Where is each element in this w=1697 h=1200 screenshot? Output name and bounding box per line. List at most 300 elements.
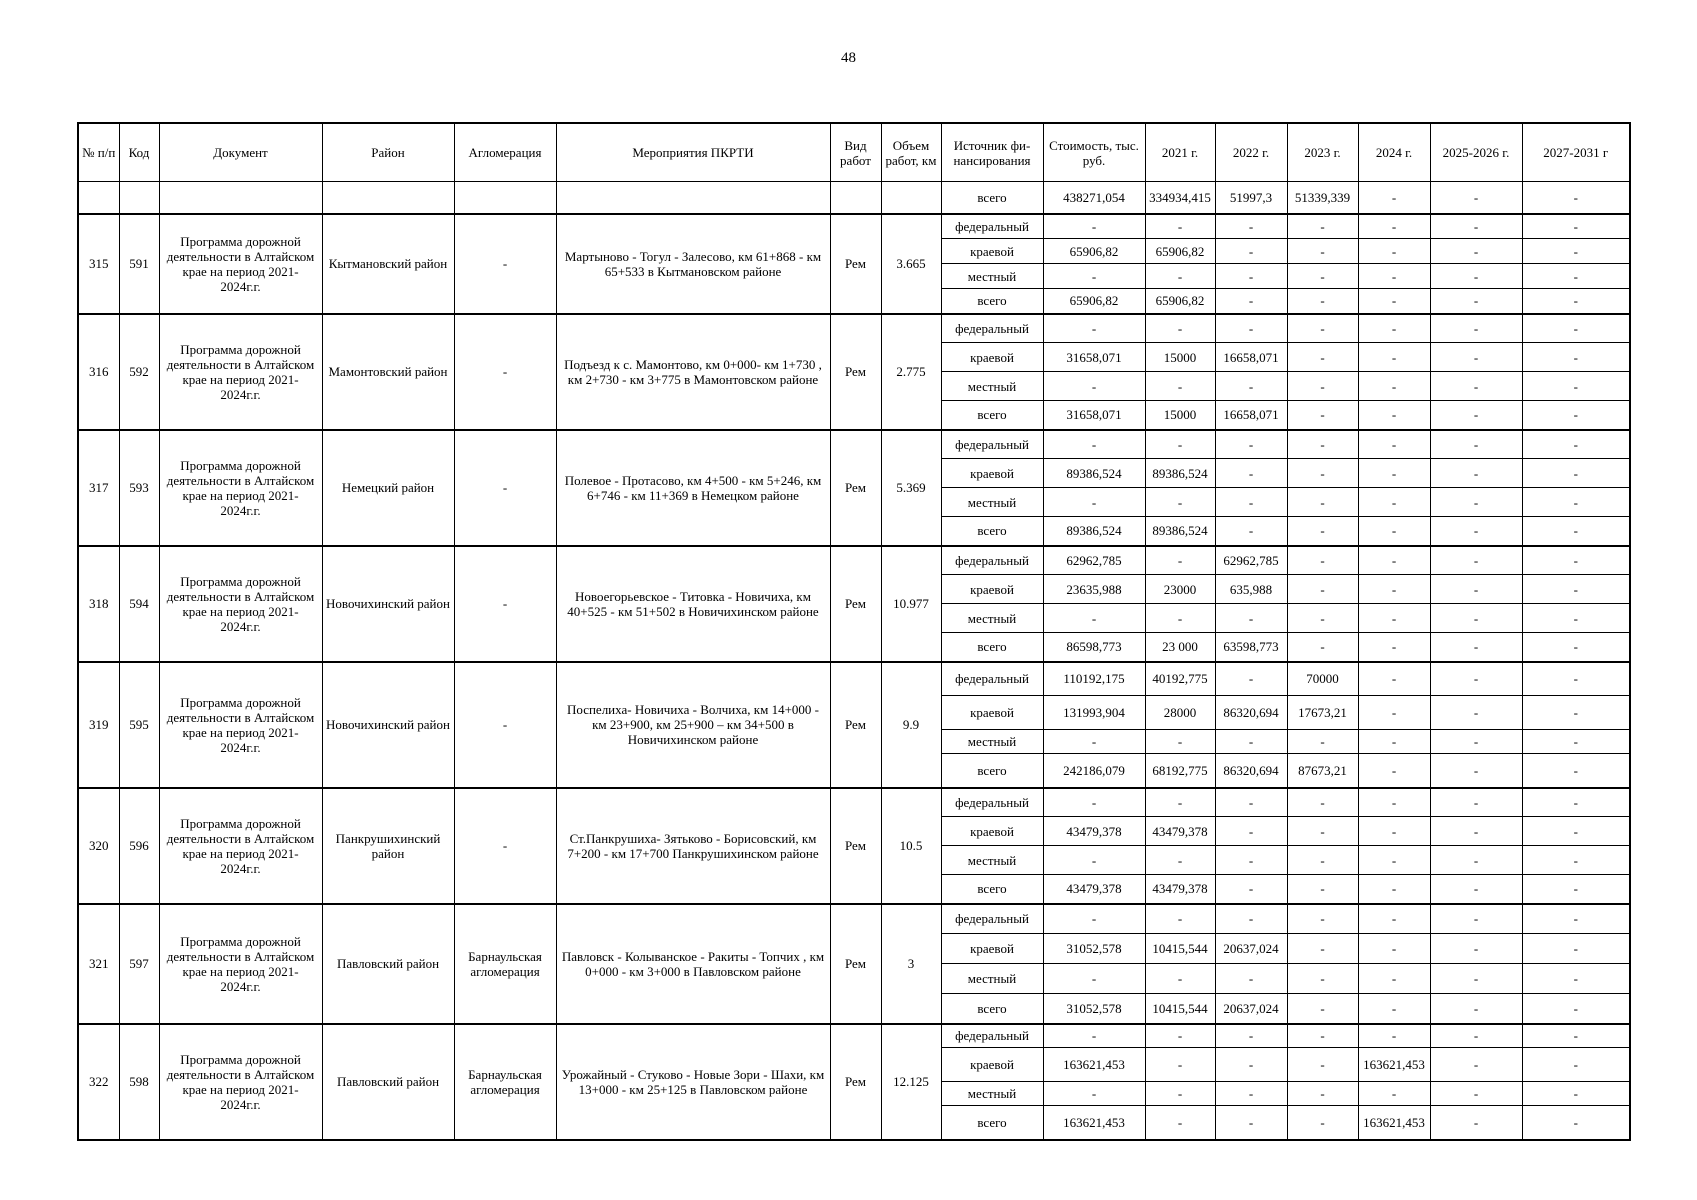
amount-cell: - [1215,239,1287,264]
work-type: Рем [830,904,881,1024]
amount-cell: - [1287,575,1358,604]
amount-cell: - [1358,730,1430,754]
amount-cell: - [1430,1106,1522,1140]
amount-cell: - [1043,604,1145,633]
amount-cell: - [1522,264,1630,289]
amount-cell: - [1522,182,1630,214]
road-event: Новоегорьевское - Титовка - Новичиха, км 40+525 - км 51+502 в Новичихинском районе [556,546,830,662]
work-type: Рем [830,314,881,430]
amount-cell: - [1215,264,1287,289]
amount-cell: - [1522,575,1630,604]
amount-cell: - [1287,964,1358,994]
amount-cell: - [1145,904,1215,934]
table-row [78,1024,1630,1048]
code: 593 [119,430,159,546]
amount-cell: - [1358,934,1430,964]
amount-cell: - [1145,730,1215,754]
funding-source: краевой [941,239,1043,264]
amount-cell: - [1522,343,1630,372]
table-row [78,546,1630,575]
amount-cell: - [1430,343,1522,372]
funding-source: федеральный [941,788,1043,817]
code: 596 [119,788,159,904]
amount-cell: - [1430,994,1522,1024]
funding-source: местный [941,604,1043,633]
district: Мамонтовский район [322,314,454,430]
amount-cell: 131993,904 [1043,696,1145,730]
amount-cell: - [1215,314,1287,343]
amount-cell: - [1287,430,1358,459]
column-header: Стоимость, тыс. руб. [1043,123,1145,182]
funding-source: всего [941,289,1043,314]
code: 598 [119,1024,159,1140]
amount-cell: 89386,524 [1145,459,1215,488]
amount-cell: - [1522,754,1630,788]
funding-source: всего [941,1106,1043,1140]
amount-cell: - [1215,430,1287,459]
work-type: Рем [830,546,881,662]
amount-cell: - [1430,754,1522,788]
amount-cell: 23000 [1145,575,1215,604]
funding-source: всего [941,633,1043,662]
funding-source: краевой [941,817,1043,846]
amount-cell: - [1287,459,1358,488]
amount-cell: - [1430,846,1522,875]
amount-cell: - [1430,696,1522,730]
column-header: Вид работ [830,123,881,182]
amount-cell: - [1430,1024,1522,1048]
amount-cell: - [1358,1024,1430,1048]
amount-cell: - [1215,846,1287,875]
funding-source: федеральный [941,430,1043,459]
amount-cell: - [1358,488,1430,517]
code: 597 [119,904,159,1024]
amount-cell: 65906,82 [1043,239,1145,264]
district: Новочихинский район [322,546,454,662]
funding-source: краевой [941,343,1043,372]
amount-cell: 15000 [1145,401,1215,430]
road-event: Подъезд к с. Мамонтово, км 0+000- км 1+730 , км 2+730 - км 3+775 в Мамонтовском районе [556,314,830,430]
amount-cell: - [1522,964,1630,994]
column-header: 2022 г. [1215,123,1287,182]
empty-cell [159,182,322,214]
amount-cell: - [1287,488,1358,517]
amount-cell: 86320,694 [1215,696,1287,730]
row-number: 318 [78,546,119,662]
amount-cell: 31658,071 [1043,343,1145,372]
amount-cell: - [1145,430,1215,459]
amount-cell: - [1215,1048,1287,1082]
empty-cell [881,182,941,214]
amount-cell: - [1287,934,1358,964]
amount-cell: 242186,079 [1043,754,1145,788]
agglomeration: - [454,788,556,904]
amount-cell: - [1522,633,1630,662]
funding-source: федеральный [941,214,1043,239]
amount-cell: - [1522,1024,1630,1048]
header-row [78,123,1630,182]
district: Кытмановский район [322,214,454,314]
amount-cell: - [1287,788,1358,817]
row-number: 320 [78,788,119,904]
work-volume: 10.977 [881,546,941,662]
code: 595 [119,662,159,788]
agglomeration: - [454,546,556,662]
work-volume: 12.125 [881,1024,941,1140]
amount-cell: - [1358,633,1430,662]
amount-cell: - [1430,214,1522,239]
amount-cell: - [1358,964,1430,994]
amount-cell: - [1522,214,1630,239]
amount-cell: - [1145,546,1215,575]
amount-cell: 87673,21 [1287,754,1358,788]
amount-cell: - [1358,575,1430,604]
row-number: 315 [78,214,119,314]
funding-source: всего [941,994,1043,1024]
amount-cell: - [1145,372,1215,401]
work-type: Рем [830,1024,881,1140]
amount-cell: - [1358,264,1430,289]
column-header: Источник фи-нансирования [941,123,1043,182]
amount-cell: - [1522,430,1630,459]
amount-cell: - [1145,1024,1215,1048]
row-number: 321 [78,904,119,1024]
work-volume: 3.665 [881,214,941,314]
amount-cell: - [1522,517,1630,546]
amount-cell: - [1287,1106,1358,1140]
amount-cell: - [1287,1082,1358,1106]
amount-cell: - [1358,401,1430,430]
column-header: Документ [159,123,322,182]
amount-cell: - [1215,904,1287,934]
amount-cell: 86598,773 [1043,633,1145,662]
table-row [78,662,1630,696]
column-header: Район [322,123,454,182]
amount-cell: - [1287,817,1358,846]
amount-cell: - [1430,314,1522,343]
amount-cell: - [1358,182,1430,214]
amount-cell: - [1287,214,1358,239]
amount-cell: 89386,524 [1043,517,1145,546]
amount-cell: 163621,453 [1043,1106,1145,1140]
funding-source: краевой [941,1048,1043,1082]
amount-cell: - [1215,730,1287,754]
amount-cell: - [1215,289,1287,314]
agglomeration: - [454,214,556,314]
funding-source: всего [941,401,1043,430]
amount-cell: - [1522,401,1630,430]
amount-cell: 635,988 [1215,575,1287,604]
amount-cell: - [1287,1024,1358,1048]
page-number: 48 [841,50,856,66]
amount-cell: - [1043,430,1145,459]
column-header: № п/п [78,123,119,182]
document: Программа дорожной деятельности в Алтайском крае на период 2021-2024г.г. [159,314,322,430]
funding-source: местный [941,1082,1043,1106]
table-row [78,214,1630,239]
amount-cell: 43479,378 [1145,817,1215,846]
amount-cell: - [1145,846,1215,875]
work-type: Рем [830,788,881,904]
amount-cell: 89386,524 [1145,517,1215,546]
road-event: Павловск - Колыванское - Ракиты - Топчих , км 0+000 - км 3+000 в Павловском районе [556,904,830,1024]
document: Программа дорожной деятельности в Алтайском крае на период 2021-2024г.г. [159,430,322,546]
amount-cell: - [1043,264,1145,289]
empty-cell [78,182,119,214]
amount-cell: - [1215,1106,1287,1140]
funding-source: краевой [941,934,1043,964]
amount-cell: 110192,175 [1043,662,1145,696]
amount-cell: - [1358,904,1430,934]
amount-cell: - [1522,372,1630,401]
funding-source: федеральный [941,1024,1043,1048]
amount-cell: 163621,453 [1043,1048,1145,1082]
amount-cell: - [1145,1106,1215,1140]
amount-cell: 62962,785 [1043,546,1145,575]
amount-cell: - [1287,1048,1358,1082]
amount-cell: - [1215,214,1287,239]
work-type: Рем [830,662,881,788]
amount-cell: 28000 [1145,696,1215,730]
amount-cell: - [1287,904,1358,934]
district: Немецкий район [322,430,454,546]
road-event: Полевое - Протасово, км 4+500 - км 5+246, км 6+746 - км 11+369 в Немецком районе [556,430,830,546]
amount-cell: - [1430,875,1522,904]
document: Программа дорожной деятельности в Алтайском крае на период 2021-2024г.г. [159,662,322,788]
agglomeration: - [454,430,556,546]
amount-cell: - [1358,430,1430,459]
amount-cell: - [1430,239,1522,264]
amount-cell: - [1287,289,1358,314]
amount-cell: - [1430,430,1522,459]
amount-cell: - [1358,459,1430,488]
amount-cell: - [1430,517,1522,546]
amount-cell: - [1287,401,1358,430]
amount-cell: - [1145,214,1215,239]
amount-cell: - [1043,730,1145,754]
funding-source: федеральный [941,904,1043,934]
amount-cell: - [1522,934,1630,964]
amount-cell: - [1358,846,1430,875]
amount-cell: - [1430,633,1522,662]
table-row [78,904,1630,934]
funding-source: местный [941,730,1043,754]
amount-cell: - [1043,1082,1145,1106]
amount-cell: - [1287,239,1358,264]
code: 592 [119,314,159,430]
column-header: 2024 г. [1358,123,1430,182]
amount-cell: - [1522,488,1630,517]
amount-cell: - [1358,517,1430,546]
funding-source: краевой [941,459,1043,488]
amount-cell: - [1522,662,1630,696]
amount-cell: - [1215,459,1287,488]
road-event: Поспелиха- Новичиха - Волчиха, км 14+000 - км 23+900, км 25+900 – км 34+500 в Новичихинском районе [556,662,830,788]
agglomeration: - [454,314,556,430]
amount-cell: - [1215,517,1287,546]
amount-cell: - [1358,214,1430,239]
empty-cell [322,182,454,214]
amount-cell: - [1522,994,1630,1024]
amount-cell: - [1430,401,1522,430]
amount-cell: - [1522,289,1630,314]
column-header: 2025-2026 г. [1430,123,1522,182]
amount-cell: - [1430,817,1522,846]
amount-cell: - [1430,788,1522,817]
amount-cell: - [1215,1082,1287,1106]
amount-cell: - [1358,696,1430,730]
document: Программа дорожной деятельности в Алтайском крае на период 2021-2024г.г. [159,904,322,1024]
district: Павловский район [322,904,454,1024]
amount-cell: 23635,988 [1043,575,1145,604]
amount-cell: - [1522,314,1630,343]
amount-cell: - [1522,904,1630,934]
amount-cell: - [1215,788,1287,817]
amount-cell: 62962,785 [1215,546,1287,575]
amount-cell: 89386,524 [1043,459,1145,488]
amount-cell: 334934,415 [1145,182,1215,214]
amount-cell: - [1522,696,1630,730]
amount-cell: - [1358,1082,1430,1106]
agglomeration: Барнаульская агломерация [454,1024,556,1140]
funding-source: местный [941,372,1043,401]
amount-cell: 51997,3 [1215,182,1287,214]
amount-cell: 438271,054 [1043,182,1145,214]
amount-cell: 68192,775 [1145,754,1215,788]
district: Новочихинский район [322,662,454,788]
amount-cell: - [1522,730,1630,754]
amount-cell: 31658,071 [1043,401,1145,430]
amount-cell: - [1043,788,1145,817]
funding-source: краевой [941,575,1043,604]
document: Программа дорожной деятельности в Алтайском крае на период 2021-2024г.г. [159,1024,322,1140]
amount-cell: - [1358,604,1430,633]
amount-cell: - [1043,488,1145,517]
amount-cell: - [1287,314,1358,343]
work-volume: 3 [881,904,941,1024]
amount-cell: - [1145,314,1215,343]
amount-cell: 65906,82 [1145,289,1215,314]
amount-cell: - [1215,817,1287,846]
amount-cell: - [1145,788,1215,817]
amount-cell: - [1358,662,1430,696]
amount-cell: - [1358,314,1430,343]
amount-cell: - [1287,372,1358,401]
amount-cell: - [1430,730,1522,754]
column-header: Код [119,123,159,182]
row-number: 319 [78,662,119,788]
work-volume: 2.775 [881,314,941,430]
amount-cell: - [1145,488,1215,517]
row-number: 317 [78,430,119,546]
document: Программа дорожной деятельности в Алтайском крае на период 2021-2024г.г. [159,214,322,314]
district: Павловский район [322,1024,454,1140]
amount-cell: - [1358,546,1430,575]
funding-source: местный [941,488,1043,517]
amount-cell: 17673,21 [1287,696,1358,730]
amount-cell: 43479,378 [1145,875,1215,904]
amount-cell: - [1430,459,1522,488]
amount-cell: - [1430,1048,1522,1082]
amount-cell: 63598,773 [1215,633,1287,662]
amount-cell: - [1287,633,1358,662]
road-works-table [77,122,1631,1141]
amount-cell: 23 000 [1145,633,1215,662]
amount-cell: 70000 [1287,662,1358,696]
amount-cell: - [1043,964,1145,994]
column-header: 2021 г. [1145,123,1215,182]
amount-cell: 43479,378 [1043,817,1145,846]
amount-cell: - [1215,604,1287,633]
amount-cell: 16658,071 [1215,401,1287,430]
amount-cell: 163621,453 [1358,1048,1430,1082]
amount-cell: - [1430,964,1522,994]
amount-cell: - [1430,662,1522,696]
amount-cell: - [1043,846,1145,875]
amount-cell: - [1145,1048,1215,1082]
amount-cell: - [1522,546,1630,575]
funding-source: федеральный [941,546,1043,575]
amount-cell: - [1145,964,1215,994]
road-event: Ст.Панкрушиха- Зятьково - Борисовский, км 7+200 - км 17+700 Панкрушихинском районе [556,788,830,904]
amount-cell: - [1430,182,1522,214]
amount-cell: 10415,544 [1145,934,1215,964]
funding-source: всего [941,875,1043,904]
amount-cell: - [1043,1024,1145,1048]
amount-cell: 31052,578 [1043,994,1145,1024]
amount-cell: - [1287,604,1358,633]
funding-source: федеральный [941,662,1043,696]
funding-source: краевой [941,696,1043,730]
amount-cell: - [1287,546,1358,575]
amount-cell: - [1522,817,1630,846]
row-number: 322 [78,1024,119,1140]
amount-cell: - [1430,604,1522,633]
amount-cell: - [1522,239,1630,264]
amount-cell: - [1358,875,1430,904]
amount-cell: 163621,453 [1358,1106,1430,1140]
amount-cell: 20637,024 [1215,934,1287,964]
amount-cell: 16658,071 [1215,343,1287,372]
empty-cell [556,182,830,214]
empty-cell [119,182,159,214]
amount-cell: - [1287,875,1358,904]
amount-cell: - [1287,846,1358,875]
amount-cell: - [1522,846,1630,875]
amount-cell: - [1358,239,1430,264]
empty-cell [454,182,556,214]
funding-source: всего [941,517,1043,546]
district: Панкрушихинский район [322,788,454,904]
amount-cell: - [1043,214,1145,239]
code: 594 [119,546,159,662]
amount-cell: - [1358,372,1430,401]
amount-cell: - [1358,754,1430,788]
carry-over-row [78,182,1630,214]
amount-cell: - [1430,904,1522,934]
work-volume: 5.369 [881,430,941,546]
funding-source: всего [941,754,1043,788]
column-header: Агломерация [454,123,556,182]
column-header: Мероприятия ПКРТИ [556,123,830,182]
document: Программа дорожной деятельности в Алтайском крае на период 2021-2024г.г. [159,788,322,904]
amount-cell: 65906,82 [1145,239,1215,264]
amount-cell: 10415,544 [1145,994,1215,1024]
amount-cell: - [1043,372,1145,401]
column-header: Объем работ, км [881,123,941,182]
amount-cell: - [1522,1048,1630,1082]
amount-cell: - [1287,730,1358,754]
